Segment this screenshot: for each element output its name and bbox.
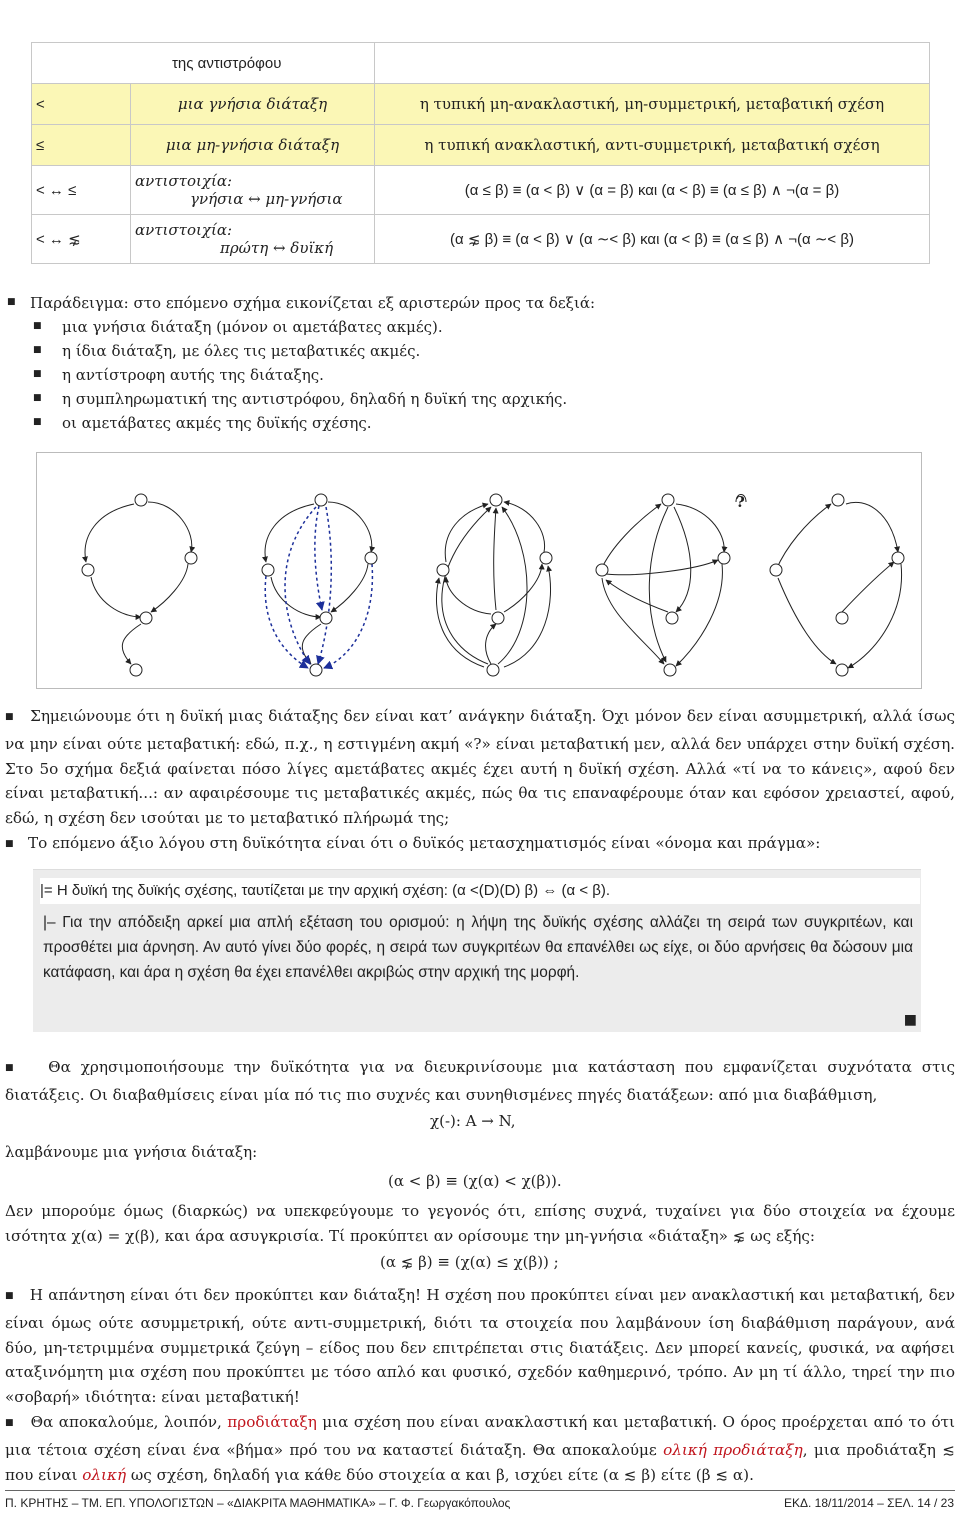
bullet-icon: ■ [5,1063,19,1073]
formula-cell: (α ⋦ β) ≡ (α < β) ∨ (α ∼< β) και (α < β) ≡ (α ≤ β) ∧ ¬(α ∼< β) [375,215,930,264]
ranking-section [5,1055,955,1108]
bullet-icon: ■ [33,345,42,355]
table-row-nonstrict [32,125,930,166]
paragraph: Θα χρησιμοποιήσουμε την δυϊκότητα για να διευκρινίσουμε μια κατάσταση που εμφανίζεται συχνότατα στις διατάξεις. Οι διαβαθμίσεις είναι μία πό τις πιο συχνές και συνηθισμένες πηγές διατάξεων: από μια διαβάθμιση, [5,1058,955,1104]
question-mark: ? [736,493,745,511]
graph-1 [82,494,197,676]
name-line-2: γνήσια ↔ μη-γνήσια [190,190,343,208]
text: , μια προδιάταξη ≲ που είναι [5,1440,955,1484]
formula-ranking: χ(-): A → N, [430,1112,516,1130]
name-cell [131,215,375,264]
bullet-icon: ■ [33,393,42,403]
footer-right: ΕΚΔ. 18/11/2014 – ΣΕΛ. 14 / 23 [783,1496,954,1510]
row-label: της αντιστρόφου [172,55,282,72]
empty-cell [375,43,930,84]
list-item: η αντίστροφη αυτής της διάταξης. [62,366,324,384]
graph-2 [262,494,377,676]
term-total-preorder: ολική προδιάταξη [663,1440,803,1459]
table-row-correspondence-2 [32,215,930,264]
name-line-2: πρώτη ↔ δυϊκή [220,239,334,257]
list-item: μια γνήσια διάταξη (μόνον οι αμετάβατες ακμές). [62,318,443,336]
graphs-figure [36,452,922,689]
desc-cell: η τυπική μη-ανακλαστική, μη-συμμετρική, μεταβατική σχέση [375,84,930,125]
symbol-cell: ≤ [32,125,131,166]
proof-claim: |= Η δυϊκή της δυϊκής σχέσης, ταυτίζεται με την αρχική σχέση: (α <(D)(D) β) ⇔ (α < β). [40,878,920,904]
bullet-icon: ■ [5,1417,15,1428]
table-row-inverse [32,43,375,84]
table-row-strict [32,84,930,125]
footer-left: Π. ΚΡΗΤΗΣ – ΤΜ. ΕΠ. ΥΠΟΛΟΓΙΣΤΩΝ – «ΔΙΑΚΡΙΤΑ ΜΑΘΗΜΑΤΙΚΑ» – Γ. Φ. Γεωργακόπουλος [5,1496,511,1510]
proof-text: |– Για την απόδειξη αρκεί μια απλή εξέταση του ορισμού: η λήψη της δυϊκής σχέσης αλλάζει τη σειρά των συγκριτέων, και προσθέτει μια άρνηση. Αν αυτό γίνει δύο φορές, η σειρά των συγκριτέων θα επανέλθει ως είχε, οι δύο αρνήσεις θα δώσουν μια κατάφαση, και άρα η σχέση θα έχει επανέλθει ακριβώς στην αρχική της μορφή. [43,914,913,981]
figure-border [37,453,922,689]
formula-strict-order: (α < β) ≡ (χ(α) < χ(β)). [388,1172,562,1190]
term-total: ολική [82,1465,127,1484]
list-item: οι αμετάβατες ακμές της δυϊκής σχέσης. [62,414,372,432]
symbol-cell: < ↔ ⋦ [32,215,131,264]
bullet-icon: ■ [5,1291,14,1301]
paragraph: Δεν μπορούμε όμως (διαρκώς) να υπεκφεύγουμε το γεγονός ότι, επίσης συχνά, τυχαίνει για δύο στοιχεία να έχουμε ισότητα χ(α) = χ(β), και άρα ασυγκρισία. Τί προκύπτει αν ορίσουμε την μη-γνήσια «διάταξη» ⋦ ως εξής: [5,1202,955,1245]
symbol-cell: < ↔ ≤ [32,166,131,215]
name-cell [131,166,375,215]
note-paragraph: Το επόμενο άξιο λόγου στη δυϊκότητα είναι ότι ο δυϊκός μετασχηματισμός είναι «όνομα και πράγμα»: [28,833,821,852]
bullet-icon: ■ [5,712,15,722]
paragraph: Η απάντηση είναι ότι δεν προκύπτει καν διάταξη! Η σχέση που προκύπτει είναι μεν ανακλαστική και μεταβατική, δεν είναι όμως ούτε ασυμμετρική, ούτε αντι-συμμετρική, διότι τα στοιχεία που λαμβάνουν ίση διαβάθμιση παράγουν, ανά δύο, μη-τετριμμένα συμμετρικά ζεύγη – είδος που δεν επιτρέπεται στις διατάξεις. Δεν μπορεί κανείς, φυσικά, να αφήσει αταξινόμητη μια σχέση που προκύπτει με τόσο απλό και φυσικό, σχεδόν καθημερινό, τρόπο. Αν μη τί άλλο, τηρεί την πιο «σοβαρή» ιδιότητα: είναι μεταβατική! [5,1286,955,1407]
graph-4 [596,494,730,676]
list-item: η ίδια διάταξη, με όλες τις μεταβατικές ακμές. [62,342,421,360]
text: μια σχέση που είναι ανακλαστική και μεταβατική. Ο όρος προέρχεται από το ότι μια τέτοια σχέση είναι ένα «βήμα» πρό του να καταστεί διάταξη. Θα αποκαλούμε [5,1412,955,1459]
bullet-icon: ■ [33,369,42,379]
formula-preorder: (α ⋦ β) ≡ (χ(α) ≤ χ(β)) ; [380,1253,559,1271]
qed-icon: ■ [903,1012,917,1028]
footer-rule [5,1490,955,1491]
name-cell: μια μη-γνήσια διάταξη [131,125,375,166]
name-line-1: αντιστοιχία: [135,221,233,239]
relations-table [31,42,930,264]
bullet-icon: ■ [5,838,14,849]
list-item: η συμπληρωματική της αντιστρόφου, δηλαδή η δυϊκή της αρχικής. [62,390,568,408]
name-line-1: αντιστοιχία: [135,172,233,190]
answer-section [5,1283,955,1487]
table-row-correspondence-1 [32,166,930,215]
term-preorder: προδιάταξη [227,1412,317,1431]
proof-box [33,869,921,1032]
formula-cell: (α ≤ β) ≡ (α < β) ∨ (α = β) και (α < β) ≡ (α ≤ β) ∧ ¬(α = β) [375,166,930,215]
graph-3 [436,494,552,676]
note-paragraph: Σημειώνουμε ότι η δυϊκή μιας διάταξης δεν είναι κατ’ ανάγκην διάταξη. Όχι μόνον δεν είναι ασυμμετρική, αλλά ίσως να μην είναι ούτε μεταβατική: εδώ, π.χ., η εστιγμένη ακμή «?» είναι μεταβατική μεν, αλλά δεν υπάρχει στην δυϊκή σχέση. Στο 5ο σχήμα δεξιά φαίνεται πόσο λίγες αμετάβατες ακμές έχει αυτή η δυϊκή σχέση. Αλλά «τί να το κάνεις», αφού δεν είναι μεταβατική...: αν αφαιρέσουμε τις μεταβατικές ακμές, πώς θα τις επαναφέρουμε όταν και εφόσον χρειαστεί, αφού, εδώ, η σχέση δεν ισούται με το μεταβατικό πλήρωμά της; [5,707,955,828]
name-cell: μια γνήσια διάταξη [131,84,375,125]
bullet-icon: ■ [33,417,42,427]
graph-5 [736,494,904,676]
notes-section [5,704,955,859]
example-intro: Παράδειγμα: στο επόμενο σχήμα εικονίζεται εξ αριστερών προς τα δεξιά: [30,294,596,312]
bullet-icon: ■ [33,321,42,331]
symbol-cell: < [32,84,131,125]
bullet-icon: ■ [7,297,16,307]
text: Θα αποκαλούμε, λοιπόν, [30,1412,228,1431]
text: ως σχέση, δηλαδή για κάθε δύο στοιχεία α και β, ισχύει είτε (α ≲ β) είτε (β ≲ α). [126,1465,754,1484]
desc-cell: η τυπική ανακλαστική, αντι-συμμετρική, μεταβατική σχέση [375,125,930,166]
paragraph: λαμβάνουμε μια γνήσια διάταξη: [5,1143,258,1161]
